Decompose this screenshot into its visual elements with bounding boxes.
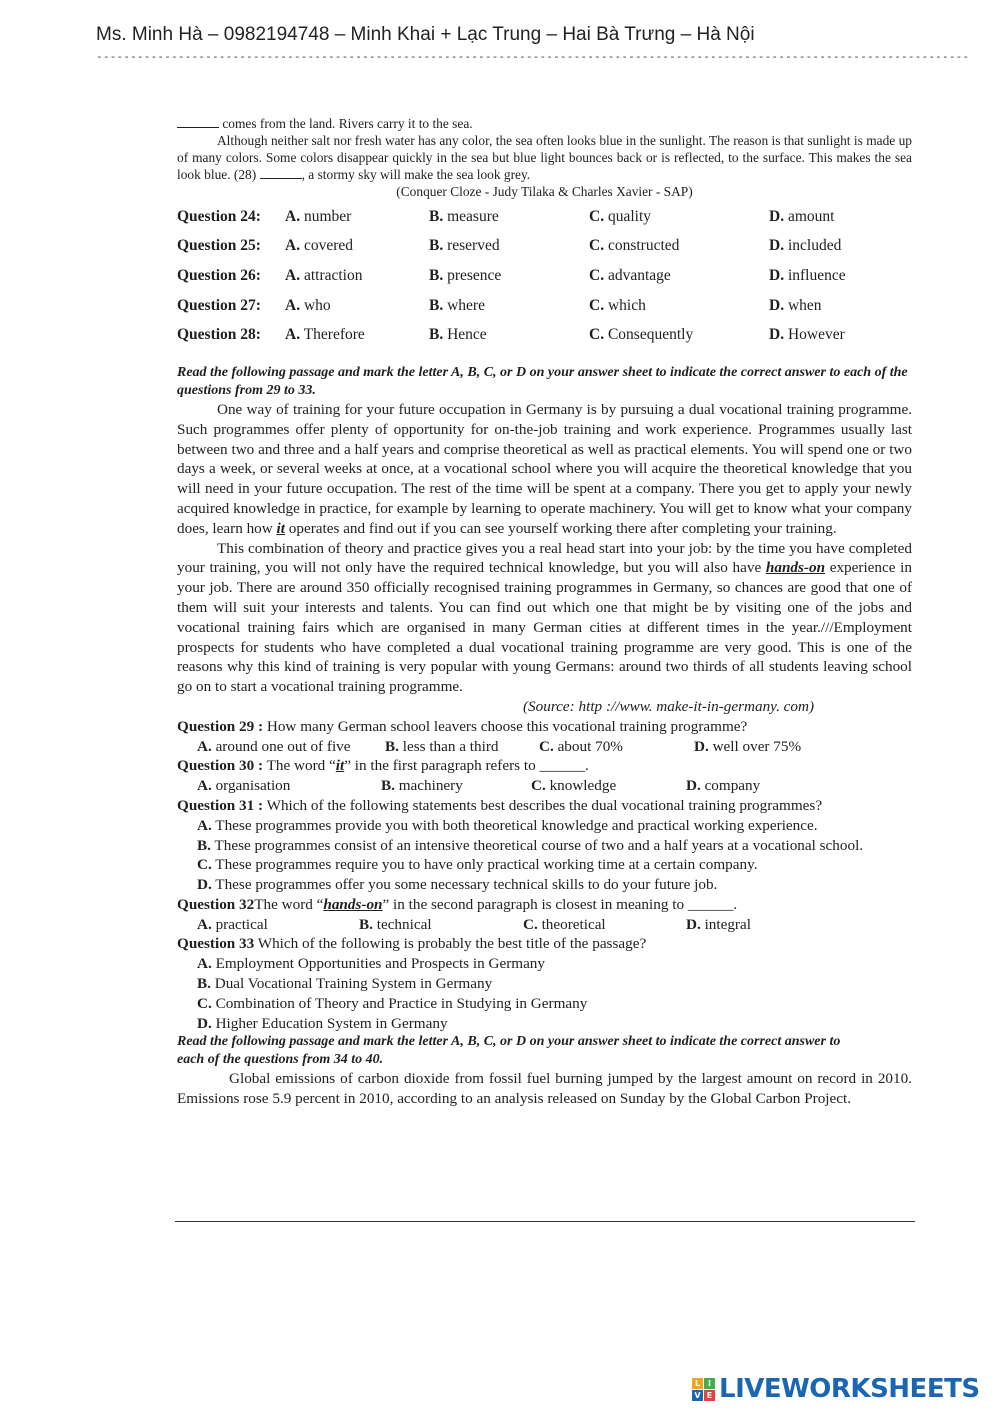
cloze-text: comes from the land. Rivers carry it to the sea. (222, 116, 473, 131)
passage-text: This combination of theory and practice gives you a real head start into your job: by the time you have completed your training, you will not only have the required technical knowledge, but you will also have (177, 539, 912, 577)
passage-source: (Source: http ://www. make-it-in-germany. com) (523, 697, 815, 715)
question-33 (177, 934, 912, 954)
passage-text: operates and find out if you can see yourself working there after completing your training. (288, 519, 837, 537)
page-bottom-rule (175, 1221, 915, 1222)
referenced-word-hands-on: hands-on (765, 559, 826, 577)
option-d[interactable]: D. well over 75% (694, 737, 802, 755)
question-29-options (177, 737, 912, 757)
passage-text: One way of training for your future occupation in Germany is by pursuing a dual vocational training programme. Such programmes offer plenty of opportunity for on-the-job training and work experience. Programmes usually last between two and three and a half years and comprise theoretical as well as practical elements. You will spend one or two days a week, or several weeks at once, at a vocational school where you will acquire the theoretical knowledge that you will need in your future occupation. The rest of the time will be spent at a company. There you get to apply your newly acquired knowledge in practice, for example by learning to operate machinery. You will get to know what your company does, learn how (177, 400, 912, 537)
question-label: Question 28: (177, 326, 261, 344)
option-c[interactable]: C. These programmes require you to have only practical working time at a certain company. (197, 856, 758, 874)
answer-blank (177, 115, 219, 128)
option-c[interactable]: C. constructed (589, 237, 680, 255)
option-d[interactable]: D. influence (769, 267, 846, 285)
option-b[interactable]: B. measure (429, 207, 499, 225)
option-b[interactable]: B. technical (359, 915, 432, 933)
passage-text: experience in your job. There are around 350 officially recognised training programmes in Germany, so chances are good that one of them will suit your interests and talents. You can find out which one that might be by visiting one of the jobs and vocational training fairs which are organised in many German cities at different times in the year.///Employment prospects for students who have completed a dual vocational training programme are very good. This is one of the reasons why this kind of training is very popular with young Germans: around two thirds of all students leaving school go on to start a vocational training programme. (177, 559, 912, 696)
question-label: Question 25: (177, 237, 261, 255)
option-c[interactable]: C. which (589, 296, 646, 314)
question-label: Question 27: (177, 296, 261, 314)
option-d[interactable]: D. However (769, 326, 845, 344)
header-divider: -------------------------------------------------------------------------------------------------------------------------------- (96, 50, 970, 63)
option-a[interactable]: A. practical (197, 915, 268, 933)
question-label: Question 33 (177, 935, 255, 953)
question-text: How many German school leavers choose this vocational training programme? (266, 717, 748, 735)
option-b[interactable]: B. where (429, 296, 485, 314)
cloze-question-row (177, 291, 877, 321)
option-d[interactable]: D. when (769, 296, 822, 314)
liveworksheets-mark-icon: L I V E (692, 1378, 715, 1401)
question-label: Question 26: (177, 267, 261, 285)
question-label: Question 30 : (177, 757, 264, 775)
option-c[interactable]: C. knowledge (531, 777, 617, 795)
cloze-question-row (177, 320, 877, 350)
cloze-question-table (177, 202, 877, 350)
reading-instruction-34-40: Read the following passage and mark the letter A, B, C, or D on your answer sheet to indicate the correct answer to each of the questions from 34 to 40. (177, 1034, 841, 1068)
referenced-word: it (335, 757, 345, 775)
answer-blank-28 (260, 166, 302, 179)
option-a[interactable]: A. who (285, 296, 331, 314)
question-text: Which of the following is probably the best title of the passage? (257, 935, 647, 953)
option-b[interactable]: B. machinery (381, 777, 463, 795)
option-a[interactable]: A. Therefore (285, 326, 365, 344)
option-c[interactable]: C. theoretical (523, 915, 606, 933)
worksheet-body (177, 115, 912, 1109)
question-30: Question 30 : The word “it” in the first paragraph refers to ______. (177, 757, 589, 775)
question-32: Question 32The word “hands-on” in the second paragraph is closest in meaning to ______. (177, 895, 738, 913)
question-label: Question 29 : (177, 717, 264, 735)
option-a[interactable]: A. organisation (197, 777, 291, 795)
cloze-text: , a stormy sky will make the sea look grey. (301, 167, 531, 182)
option-a[interactable]: A. number (285, 207, 352, 225)
option-c[interactable]: C. advantage (589, 267, 671, 285)
option-a[interactable]: A. attraction (285, 267, 363, 285)
referenced-word: hands-on (323, 895, 383, 913)
option-d[interactable]: D. integral (686, 915, 751, 933)
option-d[interactable]: D. Higher Education System in Germany (197, 1014, 448, 1032)
cloze-source: (Conquer Cloze - Judy Tilaka & Charles Xavier - SAP) (396, 184, 693, 199)
cloze-question-row (177, 232, 877, 262)
question-29 (177, 717, 912, 737)
option-b[interactable]: B. Hence (429, 326, 487, 344)
option-c[interactable]: C. quality (589, 207, 652, 225)
option-b[interactable]: B. reserved (429, 237, 500, 255)
option-a[interactable]: A. These programmes provide you with both theoretical knowledge and practical working experience. (197, 816, 818, 834)
question-label: Question 24: (177, 207, 261, 225)
question-31 (177, 796, 912, 816)
liveworksheets-logo (692, 1376, 980, 1402)
option-d[interactable]: D. company (686, 777, 761, 795)
question-32-options (177, 915, 912, 935)
option-a[interactable]: A. around one out of five (197, 737, 351, 755)
option-b[interactable]: B. presence (429, 267, 502, 285)
teacher-header: Ms. Minh Hà – 0982194748 – Minh Khai + Lạc Trung – Hai Bà Trưng – Hà Nội (96, 24, 755, 45)
option-c[interactable]: C. Consequently (589, 326, 694, 344)
option-a[interactable]: A. Employment Opportunities and Prospects in Germany (197, 955, 545, 973)
cloze-line (177, 115, 912, 132)
question-30-options (177, 776, 912, 796)
cloze-question-row (177, 261, 877, 291)
option-d[interactable]: D. amount (769, 207, 835, 225)
passage-paragraph-2 (177, 539, 912, 697)
option-b[interactable]: B. These programmes consist of an intensive theoretical course of two and a half years at a vocational school. (197, 836, 864, 854)
option-a[interactable]: A. covered (285, 237, 354, 255)
reading-instruction-29-33: Read the following passage and mark the letter A, B, C, or D on your answer sheet to indicate the correct answer to each of the questions from 29 to 33. (177, 364, 908, 398)
option-d[interactable]: D. included (769, 237, 842, 255)
answer-blank: ______. (539, 757, 589, 775)
option-c[interactable]: C. Combination of Theory and Practice in Studying in Germany (197, 994, 588, 1012)
passage-paragraph-1 (177, 400, 912, 539)
option-c[interactable]: C. about 70% (539, 737, 623, 755)
cloze-question-row (177, 202, 877, 232)
answer-blank: ______. (687, 895, 738, 913)
question-text: Which of the following statements best describes the dual vocational training programmes? (266, 796, 823, 814)
brand-name: LIVEWORKSHEETS (719, 1374, 980, 1404)
cloze-text: Although neither salt nor fresh water has any color, the sea often looks blue in the sunlight. The reason is that sunlight is made up of many colors. Some colors disappear quickly in the sea but blue light bounces back or is reflected, to the surface. This makes the sea look blue. (28) (177, 133, 912, 182)
question-label: Question 32 (177, 895, 255, 913)
question-label: Question 31 : (177, 796, 264, 814)
option-d[interactable]: D. These programmes offer you some necessary technical skills to do your future job. (197, 876, 718, 894)
referenced-word-it: it (276, 519, 285, 537)
option-b[interactable]: B. less than a third (385, 737, 499, 755)
passage-2-paragraph-1: Global emissions of carbon dioxide from fossil fuel burning jumped by the largest amount on record in 2010. Emissions rose 5.9 percent in 2010, according to an analysis released on Sunday by the Global Carbon Project. (177, 1070, 912, 1108)
cloze-paragraph (177, 132, 912, 183)
option-b[interactable]: B. Dual Vocational Training System in Germany (197, 975, 493, 993)
